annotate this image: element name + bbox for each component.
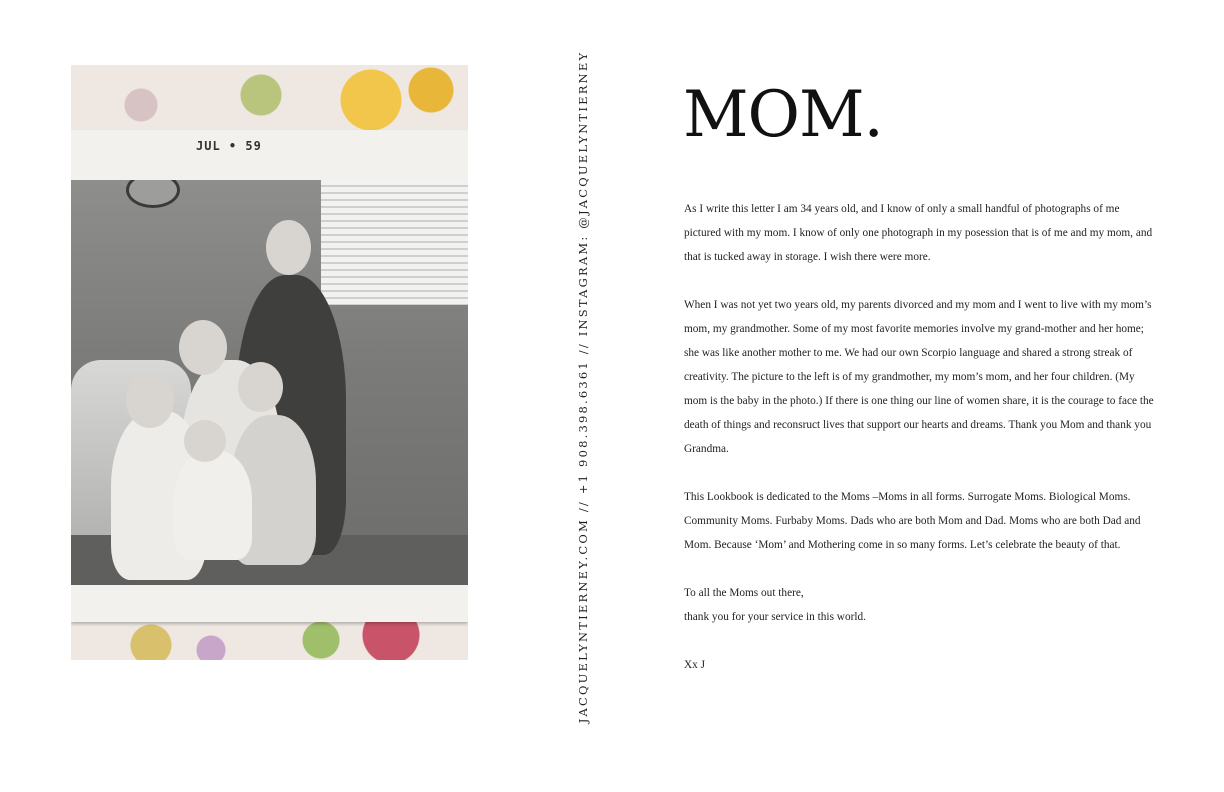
photo-wall-clock xyxy=(126,180,180,208)
photo-head-grandmother xyxy=(179,320,227,375)
letter-paragraph-3: This Lookbook is dedicated to the Moms –Moms in all forms. Surrogate Moms. Biological Moms. Community Moms. Furbaby Moms. Dads who are both Mom and Dad. Moms who are both Dad and Mom. Because ‘Mom’ and Mothering come in so many forms. Let’s celebrate the beauty of that. xyxy=(684,491,1141,551)
photo-date-stamp: JUL • 59 xyxy=(196,139,262,153)
photo-window xyxy=(321,180,468,305)
spine-contact-text: JACQUELYNTIERNEY.COM // +1 908.398.6361 // INSTAGRAM: @JACQUELYNTIERNEY xyxy=(576,50,590,724)
photo-print xyxy=(71,130,468,622)
letter-signature: Xx J xyxy=(684,659,706,671)
letter-closing-line-2: thank you for your service in this world. xyxy=(684,611,866,623)
photo-head-baby xyxy=(184,420,226,462)
photo-image xyxy=(71,180,468,585)
photo-print-border xyxy=(71,585,468,622)
letter-closing-line-1: To all the Moms out there, xyxy=(684,587,804,599)
letter-body xyxy=(684,197,1154,701)
spine-contact-strip xyxy=(553,50,613,725)
photo-head-toddler xyxy=(238,362,283,412)
photo-figure-baby xyxy=(174,450,252,560)
letter-paragraph-1: As I write this letter I am 34 years old, and I know of only a small handful of photographs of me pictured with my mom. I know of only one photograph in my posession that is of me and my mom, and that is tucked away in storage. I wish there were more. xyxy=(684,203,1153,263)
page-title: MOM. xyxy=(683,78,883,152)
letter-paragraph-2: When I was not yet two years old, my parents divorced and my mom and I went to live with my mom’s mom, my grandmother. Some of my most favorite memories involve my grand-mother and her home; she was like another mother to me. We had our own Scorpio language and shared a strong streak of creativity. The picture to the left is of my grandmother, my mom’s mom, and her four children. (My mom is the baby in the photo.) If there is one thing our line of women share, it is the courage to face the death of things and reconsruct lives that support our hearts and dreams. Thank you Mom and thank you Grandma. xyxy=(684,299,1154,455)
family-photograph xyxy=(71,65,468,660)
photo-head-girl xyxy=(126,373,174,428)
photo-head-boy-standing xyxy=(266,220,311,275)
